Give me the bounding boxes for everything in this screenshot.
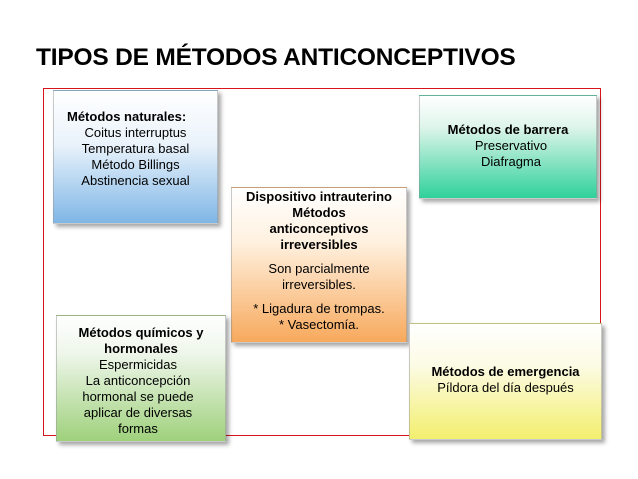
natural-method-item: Temperatura basal [81,141,190,156]
chemical-methods-box [56,315,226,442]
natural-method-item: Coitus interruptus [84,125,187,140]
emergency-heading: Métodos de emergencia [431,364,580,379]
emergency-methods-box [409,323,602,440]
barrier-method-item: Diafragma [481,154,541,169]
irreversible-heading-line: anticonceptivos [269,221,369,236]
natural-method-item: Método Billings [91,157,180,172]
natural-methods-heading: Métodos naturales: [67,109,187,124]
chemical-note-line: hormonal se puede [82,389,194,404]
irreversible-note-line: Son parcialmente [268,261,370,276]
spacer [232,293,406,301]
iud-heading: Dispositivo intrauterino [246,189,392,204]
chemical-note-line: aplicar de diversas [83,405,193,420]
barrier-method-item: Preservativo [474,138,548,153]
irreversible-list-item: * Vasectomía. [279,317,359,332]
spacer [232,253,406,261]
irreversible-list-item: * Ligadura de trompas. [253,301,385,316]
barrier-methods-box [419,95,597,199]
natural-method-item: Abstinencia sexual [81,173,190,188]
chemical-heading-line: hormonales [104,341,178,356]
chemical-note-line: formas [118,421,158,436]
emergency-method-item: Píldora del día después [437,380,574,395]
barrier-methods-heading: Métodos de barrera [447,122,569,137]
iud-box [231,187,407,343]
irreversible-heading-line: irreversibles [280,237,358,252]
chemical-heading-line: Métodos químicos y [78,325,204,340]
chemical-method-item: Espermicidas [98,357,178,372]
irreversible-heading-line: Métodos [292,205,346,220]
natural-methods-box [53,90,218,224]
chemical-note-line: La anticoncepción [85,373,191,388]
irreversible-note-line: irreversibles. [282,277,356,292]
page-title: TIPOS DE MÉTODOS ANTICONCEPTIVOS [36,44,516,71]
